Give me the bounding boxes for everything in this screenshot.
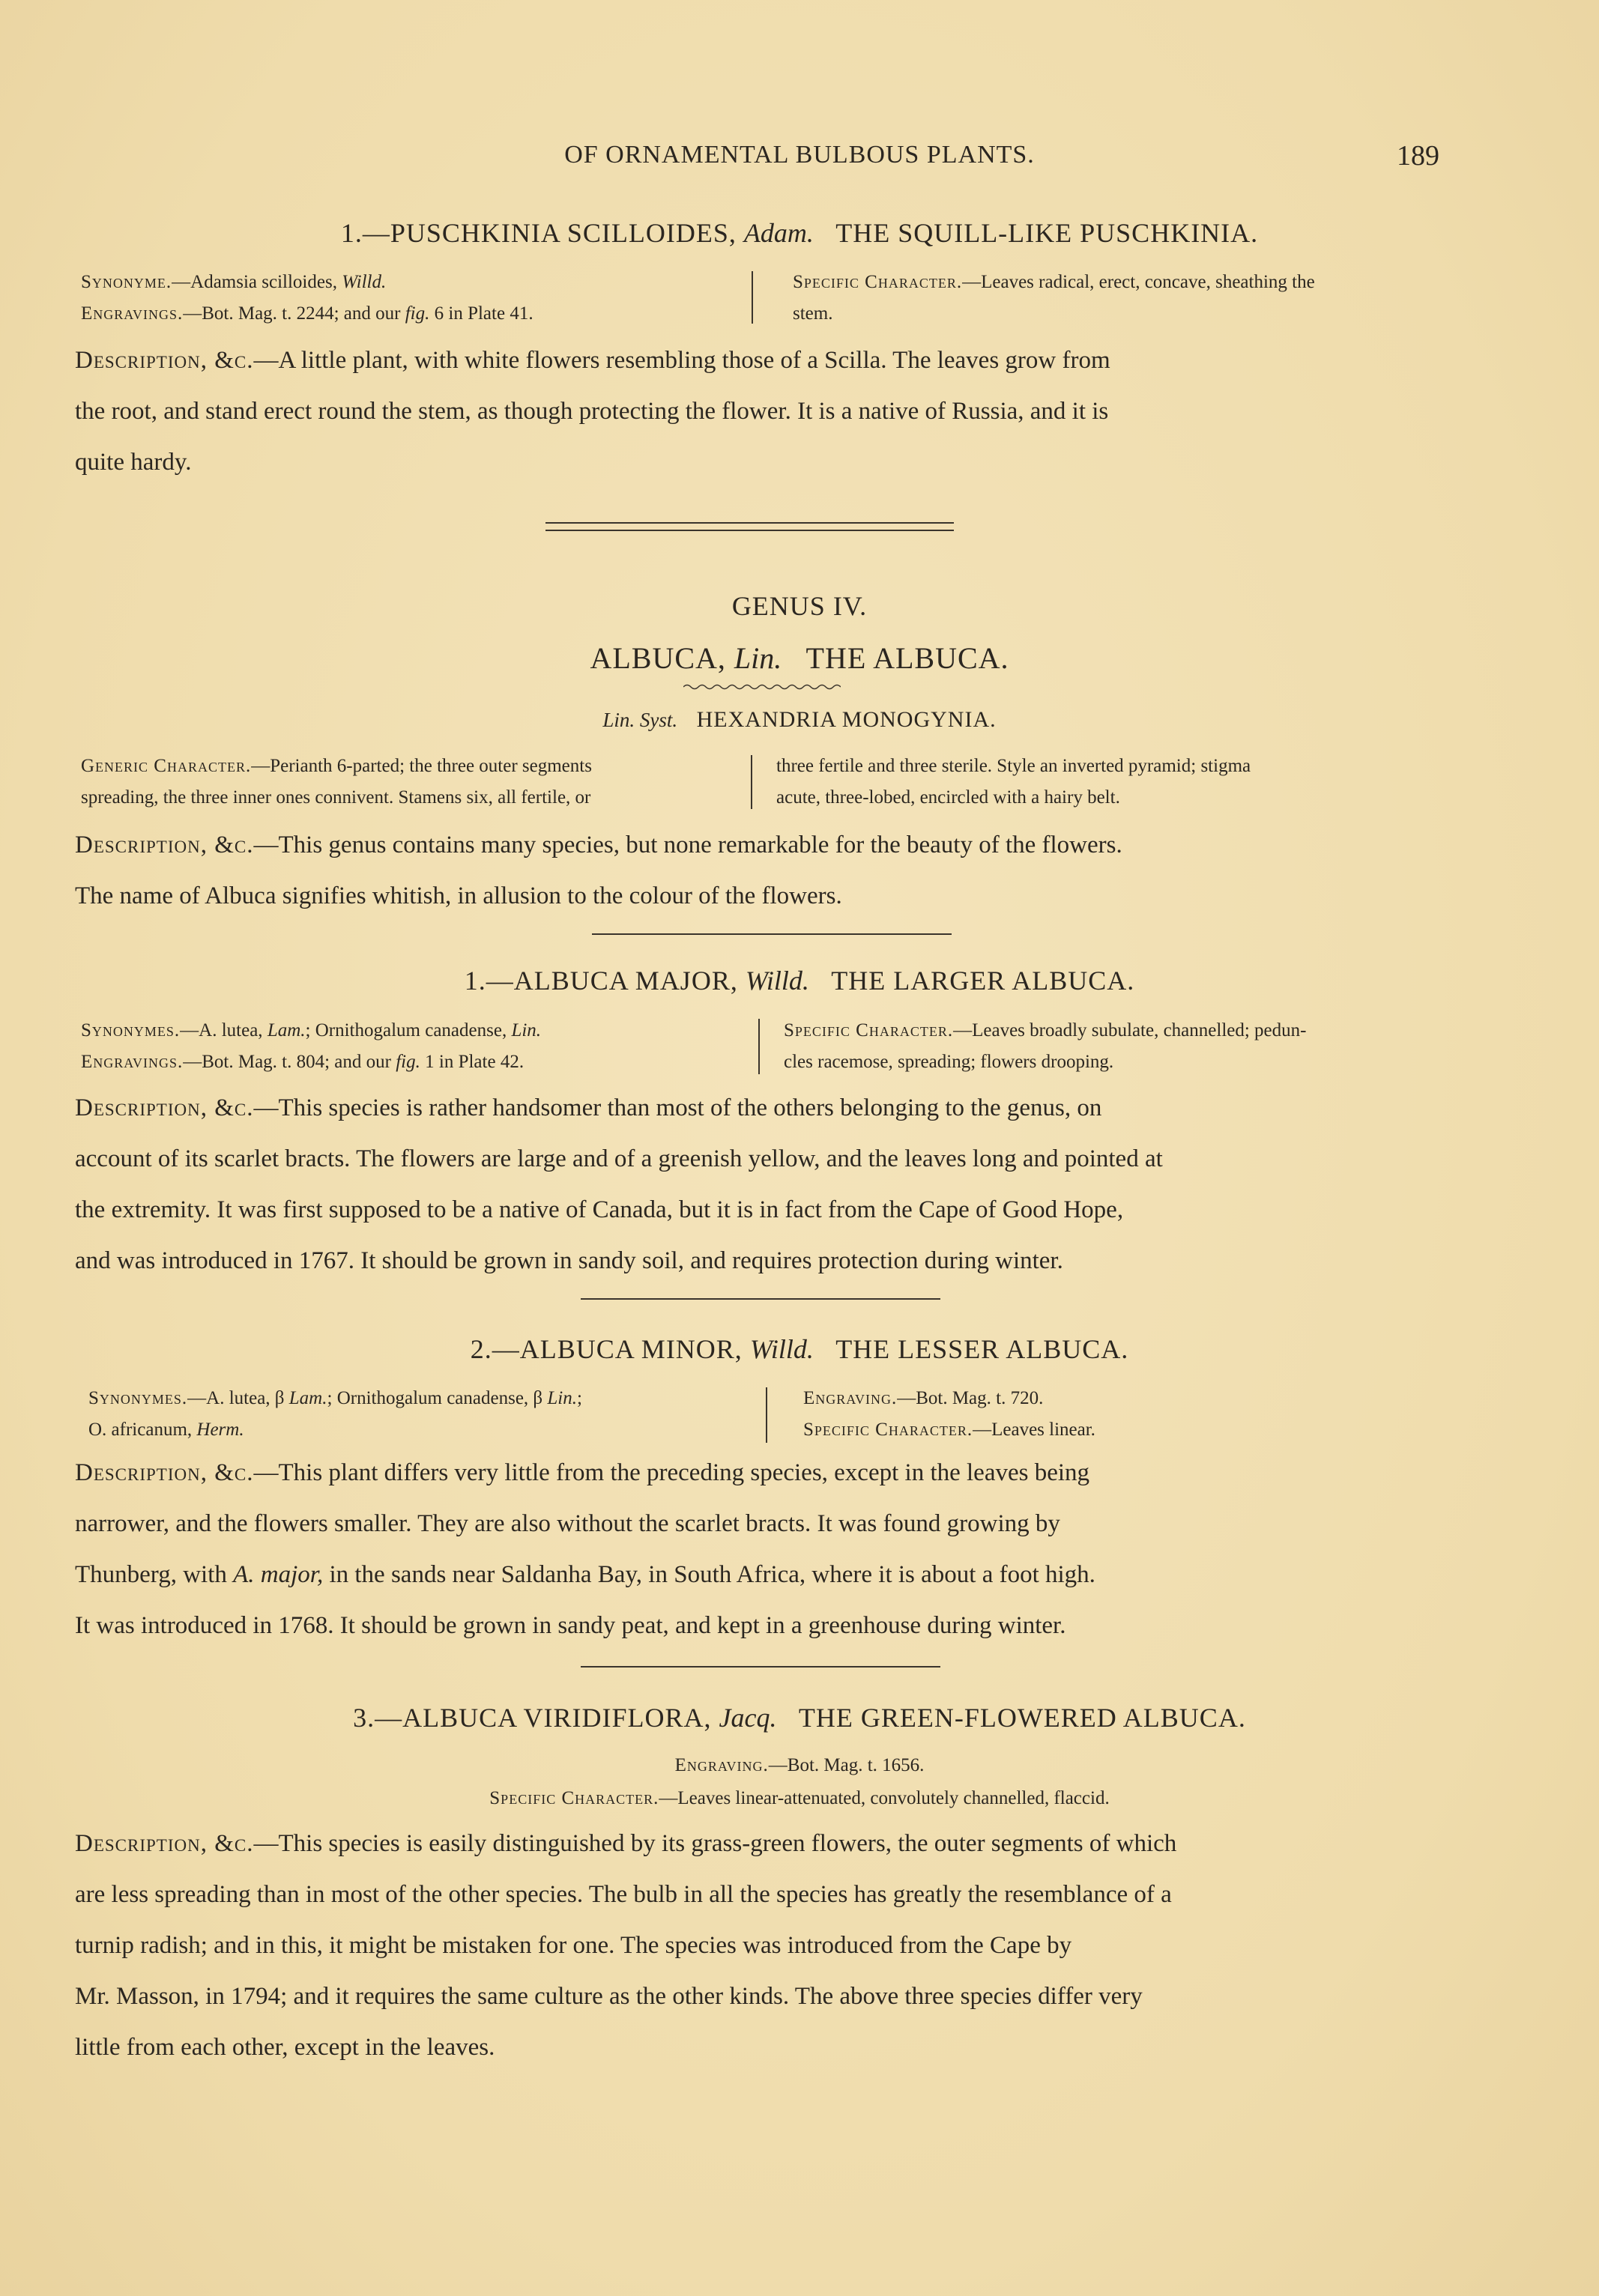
generic-character-right: three fertile and three sterile. Style an inverted pyramid; stigma acute, three-lobed, encircled with a hairy belt. — [776, 756, 1251, 808]
section-double-rule — [545, 522, 954, 531]
section-rule — [581, 1666, 940, 1668]
albuca-viridiflora-specific: Specific Character.—Leaves linear-attenuated, convolutely channelled, flaccid. — [489, 1788, 1110, 1808]
puschkinia-heading: 1.—PUSCHKINIA SCILLOIDES, Adam. THE SQUILL-LIKE PUSCHKINIA. — [340, 218, 1259, 248]
albuca-minor-heading: 2.—ALBUCA MINOR, Willd. THE LESSER ALBUCA. — [470, 1334, 1129, 1364]
puschkinia-description: Description, &c.—A little plant, with white flowers resembling those of a Scilla. The leaves grow from the root, and stand erect round the stem, as though protecting the flower. It is a native of Russia, and it is quite hardy. — [75, 347, 1110, 476]
generic-character-left: Generic Character.—Perianth 6-parted; the three outer segments spreading, the three inner ones connivent. Stamens six, all fertile, or — [81, 756, 592, 808]
puschkinia-left-column — [81, 267, 755, 330]
albuca-minor-left-column: Synonymes.—A. lutea, β Lam.; Ornithogalum canadense, β Lin.; O. africanum, Herm. — [88, 1388, 582, 1440]
wavy-ornament — [683, 683, 841, 691]
linnaean-system: Lin. Syst. HEXANDRIA MONOGYNIA. — [602, 707, 997, 732]
albuca-major-left-column: Synonymes.—A. lutea, Lam.; Ornithogalum canadense, Lin. Engravings.—Bot. Mag. t. 804; and our fig. 1 in Plate 42. — [81, 1020, 542, 1072]
engravings-line: Engravings.—Bot. Mag. t. 2244; and our fig. 6 in Plate 41. — [81, 303, 533, 324]
column-divider — [766, 1387, 767, 1443]
section-rule — [592, 933, 952, 935]
synonyme-line: Synonyme.—Adamsia scilloides, Willd. — [81, 272, 387, 292]
albuca-major-heading: 1.—ALBUCA MAJOR, Willd. THE LARGER ALBUCA. — [464, 966, 1135, 996]
running-header: OF ORNAMENTAL BULBOUS PLANTS. — [564, 141, 1035, 169]
albuca-major-description: Description, &c.—This species is rather handsomer than most of the others belonging to the genus, on account of its scarlet bracts. The flowers are large and of a greenish yellow, and the leaves long and pointed at the extremity. It was first supposed to be a native of Canada, but it is in fact from the Cape of Good Hope, and was introduced in 1767. It should be grown in sandy soil, and requires protection during winter. — [75, 1094, 1163, 1274]
section-rule — [581, 1298, 940, 1300]
albuca-minor-description: Description, &c.—This plant differs very little from the preceding species, except in the leaves being narrower, and the flowers smaller. They are also without the scarlet bracts. It was found growing by Thunberg, with A. major, in the sands near Saldanha Bay, in South Africa, where it is about a foot high. It was introduced in 1768. It should be grown in sandy peat, and kept in a greenhouse during winter. — [75, 1459, 1095, 1639]
genus-description: Description, &c.—This genus contains many species, but none remarkable for the beauty of the flowers. The name of Albuca signifies whitish, in allusion to the colour of the flowers. — [75, 832, 1122, 909]
page-number: 189 — [1397, 140, 1439, 172]
genus-title: GENUS IV. — [731, 591, 868, 621]
albuca-major-right-column: Specific Character.—Leaves broadly subulate, channelled; pedun- cles racemose, spreading; flowers drooping. — [784, 1020, 1307, 1072]
albuca-viridiflora-engraving: Engraving.—Bot. Mag. t. 1656. — [674, 1755, 925, 1775]
albuca-viridiflora-description: Description, &c.—This species is easily distinguished by its grass-green flowers, the outer segments of which are less spreading than in most of the other species. The bulb in all the species has greatly the resemblance of a turnip radish; and in this, it might be mistaken for one. The species was introduced from the Cape by Mr. Masson, in 1794; and it requires the same culture as the other kinds. The above three species differ very little from each other, except in the leaves. — [75, 1830, 1177, 2061]
genus-name: ALBUCA, Lin. THE ALBUCA. — [590, 641, 1009, 675]
column-divider — [758, 1019, 760, 1074]
albuca-minor-right-column: Engraving.—Bot. Mag. t. 720. Specific Character.—Leaves linear. — [803, 1388, 1095, 1440]
albuca-viridiflora-heading: 3.—ALBUCA VIRIDIFLORA, Jacq. THE GREEN-FLOWERED ALBUCA. — [353, 1703, 1246, 1733]
puschkinia-right-column: Specific Character.—Leaves radical, erect, concave, sheathing the stem. — [793, 272, 1315, 324]
column-divider — [752, 271, 753, 324]
column-divider — [751, 755, 752, 809]
